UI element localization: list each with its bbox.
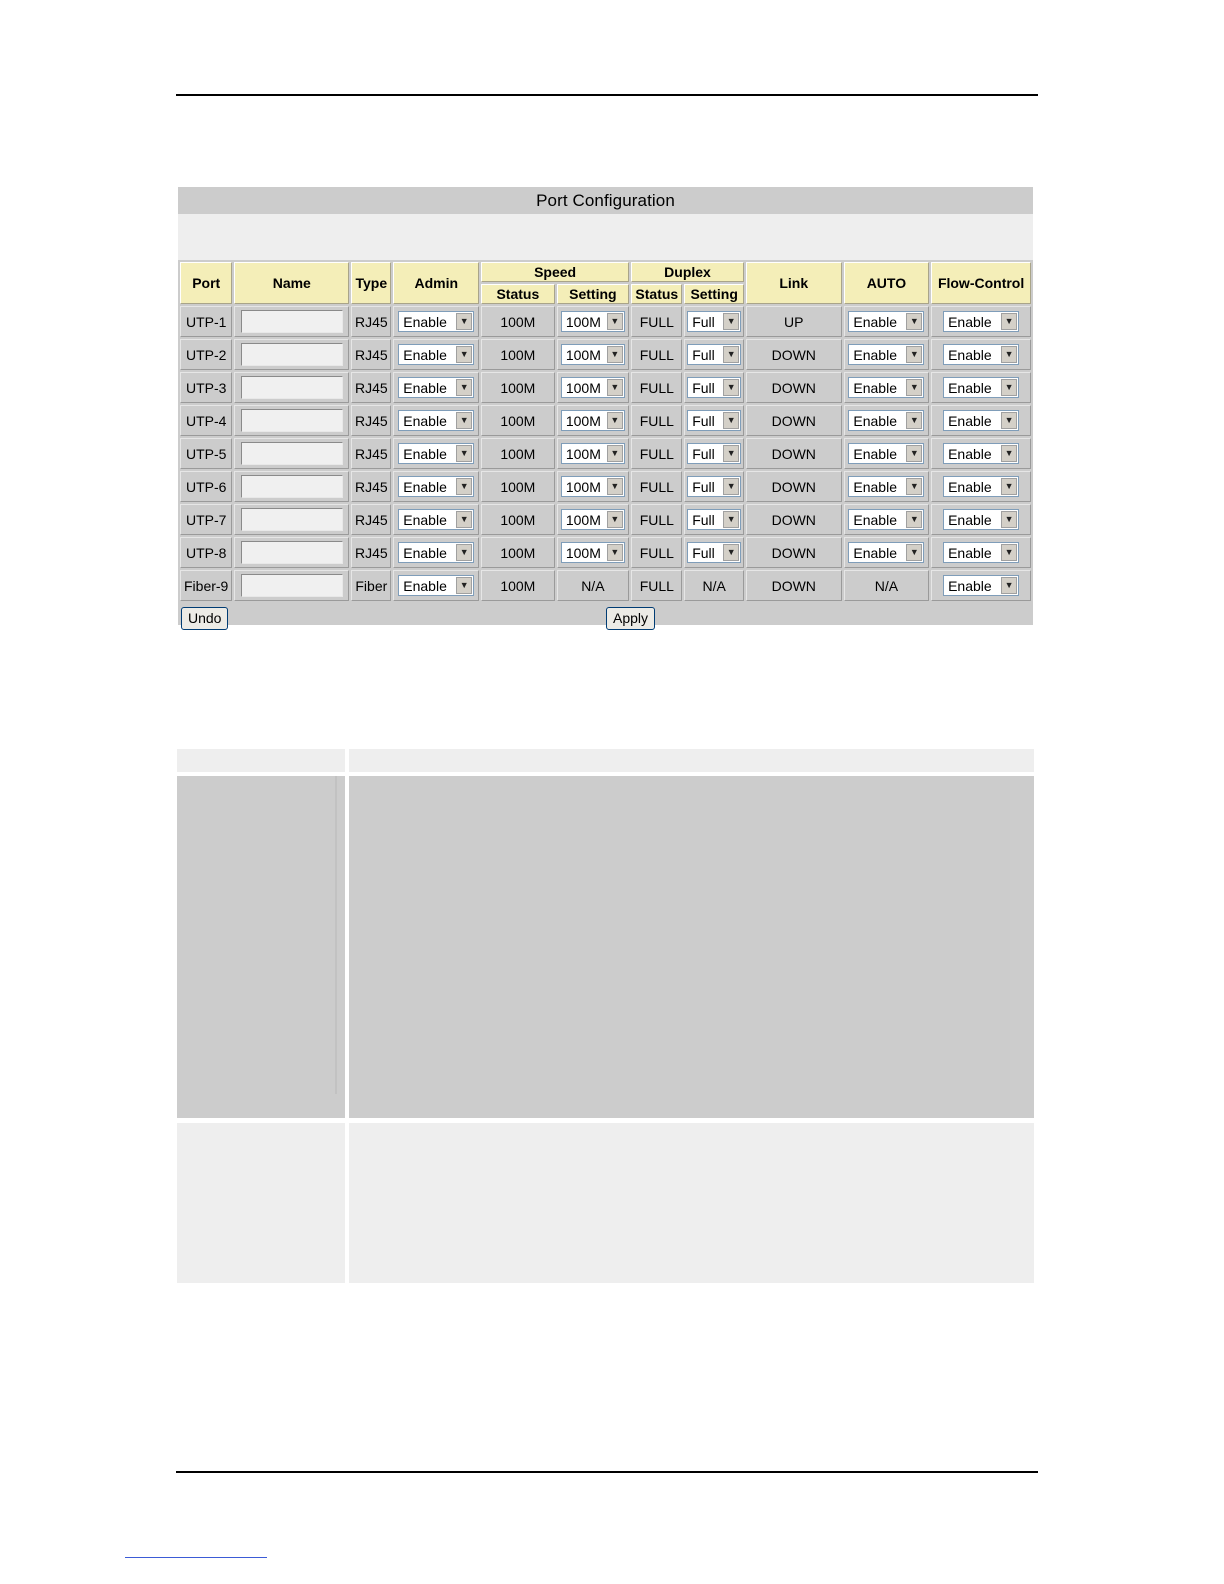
cell-link: DOWN xyxy=(746,570,842,601)
select-value: 100M xyxy=(565,346,601,363)
chevron-down-icon[interactable]: ▼ xyxy=(1001,511,1017,528)
auto-select[interactable] xyxy=(848,542,924,563)
table-row xyxy=(180,372,1031,403)
panel-band xyxy=(178,214,1033,260)
cell-name xyxy=(234,537,349,568)
description-cell-right-2 xyxy=(349,1123,1034,1283)
cell-link: DOWN xyxy=(746,372,842,403)
cell-admin xyxy=(393,339,479,370)
select-value: Enable xyxy=(403,445,447,462)
select-value: Enable xyxy=(948,511,992,528)
flow-select[interactable] xyxy=(943,377,1019,398)
select-value: Enable xyxy=(853,511,897,528)
cell-name xyxy=(234,570,349,601)
cell-flow xyxy=(931,405,1031,436)
chevron-down-icon[interactable]: ▼ xyxy=(723,511,739,528)
cell-speed-setting: N/A xyxy=(557,570,630,601)
admin-select[interactable] xyxy=(398,575,474,596)
cell-type: RJ45 xyxy=(351,471,391,502)
table-row xyxy=(180,537,1031,568)
cell-type: RJ45 xyxy=(351,537,391,568)
admin-select[interactable] xyxy=(398,542,474,563)
cell-auto xyxy=(844,504,930,535)
cell-duplex-setting xyxy=(684,339,743,370)
duplex-setting-select[interactable] xyxy=(687,377,741,398)
cell-name xyxy=(234,339,349,370)
cell-flow xyxy=(931,372,1031,403)
auto-select[interactable] xyxy=(848,410,924,431)
cell-flow xyxy=(931,570,1031,601)
select-value: Enable xyxy=(948,412,992,429)
flow-select[interactable] xyxy=(943,410,1019,431)
cell-speed-status: 100M xyxy=(481,537,555,568)
table-row xyxy=(180,438,1031,469)
chevron-down-icon[interactable]: ▼ xyxy=(1001,445,1017,462)
select-value: Full xyxy=(692,412,715,429)
cell-flow xyxy=(931,438,1031,469)
flow-select[interactable] xyxy=(943,509,1019,530)
select-value: Enable xyxy=(853,445,897,462)
select-value: Enable xyxy=(948,379,992,396)
port-table xyxy=(178,260,1033,603)
description-cell-left-2 xyxy=(177,1123,345,1283)
cell-auto xyxy=(844,438,930,469)
select-value: Enable xyxy=(853,412,897,429)
cell-admin xyxy=(393,405,479,436)
cell-duplex-setting xyxy=(684,372,743,403)
select-value: Enable xyxy=(403,577,447,594)
chevron-down-icon[interactable]: ▼ xyxy=(1001,544,1017,561)
chevron-down-icon[interactable]: ▼ xyxy=(456,478,472,495)
admin-select[interactable] xyxy=(398,311,474,332)
cell-duplex-setting: N/A xyxy=(684,570,743,601)
select-value: 100M xyxy=(565,313,601,330)
table-row xyxy=(180,471,1031,502)
cell-speed-setting xyxy=(557,537,630,568)
chevron-down-icon[interactable]: ▼ xyxy=(456,577,472,594)
select-value: Enable xyxy=(948,313,992,330)
select-value: Enable xyxy=(853,346,897,363)
chevron-down-icon[interactable]: ▼ xyxy=(906,445,922,462)
cell-duplex-status: FULL xyxy=(631,405,682,436)
table-row xyxy=(180,306,1031,337)
chevron-down-icon[interactable]: ▼ xyxy=(906,544,922,561)
select-value: Enable xyxy=(403,346,447,363)
cell-admin xyxy=(393,306,479,337)
duplex-setting-select[interactable] xyxy=(687,509,741,530)
select-value: Full xyxy=(692,511,715,528)
port-name-input[interactable] xyxy=(241,343,343,366)
chevron-down-icon[interactable]: ▼ xyxy=(906,379,922,396)
description-header-right xyxy=(349,749,1034,772)
speed-setting-select[interactable] xyxy=(561,377,625,398)
chevron-down-icon[interactable]: ▼ xyxy=(1001,313,1017,330)
undo-button[interactable]: Undo xyxy=(181,607,228,630)
speed-setting-select[interactable] xyxy=(561,542,625,563)
auto-select[interactable] xyxy=(848,476,924,497)
select-value: Full xyxy=(692,544,715,561)
cell-duplex-setting xyxy=(684,306,743,337)
cell-duplex-status: FULL xyxy=(631,504,682,535)
col-header-duplex: Duplex xyxy=(631,262,744,282)
select-value: Enable xyxy=(853,379,897,396)
cell-speed-status: 100M xyxy=(481,306,555,337)
speed-setting-select[interactable] xyxy=(561,443,625,464)
cell-speed-status: 100M xyxy=(481,372,555,403)
cell-flow xyxy=(931,504,1031,535)
select-value: Full xyxy=(692,313,715,330)
table-row xyxy=(180,405,1031,436)
select-value: Enable xyxy=(948,478,992,495)
cell-speed-setting xyxy=(557,471,630,502)
chevron-down-icon[interactable]: ▼ xyxy=(1001,379,1017,396)
cell-speed-status: 100M xyxy=(481,504,555,535)
col-header-type: Type xyxy=(351,262,391,304)
select-value: 100M xyxy=(565,445,601,462)
cell-speed-status: 100M xyxy=(481,438,555,469)
cell-admin xyxy=(393,471,479,502)
apply-button[interactable]: Apply xyxy=(606,607,655,630)
cell-port: Fiber-9 xyxy=(180,570,232,601)
panel-actions xyxy=(178,603,1033,639)
speed-setting-select[interactable] xyxy=(561,410,625,431)
cell-type: RJ45 xyxy=(351,438,391,469)
select-value: Enable xyxy=(853,313,897,330)
cell-speed-setting xyxy=(557,405,630,436)
speed-setting-select[interactable] xyxy=(561,311,625,332)
chevron-down-icon[interactable]: ▼ xyxy=(607,544,623,561)
chevron-down-icon[interactable]: ▼ xyxy=(607,445,623,462)
chevron-down-icon[interactable]: ▼ xyxy=(906,412,922,429)
select-value: Enable xyxy=(948,577,992,594)
chevron-down-icon[interactable]: ▼ xyxy=(607,346,623,363)
chevron-down-icon[interactable]: ▼ xyxy=(607,412,623,429)
chevron-down-icon[interactable]: ▼ xyxy=(1001,577,1017,594)
cell-link: DOWN xyxy=(746,471,842,502)
select-value: 100M xyxy=(565,478,601,495)
col-header-link: Link xyxy=(746,262,842,304)
chevron-down-icon[interactable]: ▼ xyxy=(906,346,922,363)
flow-select[interactable] xyxy=(943,542,1019,563)
duplex-setting-select[interactable] xyxy=(687,410,741,431)
port-configuration-panel xyxy=(178,187,1033,625)
cell-auto xyxy=(844,372,930,403)
cell-link: DOWN xyxy=(746,405,842,436)
col-header-port: Port xyxy=(180,262,232,304)
chevron-down-icon[interactable]: ▼ xyxy=(1001,346,1017,363)
cell-port: UTP-3 xyxy=(180,372,232,403)
footer-link-underline xyxy=(125,1557,267,1558)
duplex-setting-select[interactable] xyxy=(687,443,741,464)
port-name-input[interactable] xyxy=(241,574,343,597)
chevron-down-icon[interactable]: ▼ xyxy=(607,313,623,330)
cell-port: UTP-1 xyxy=(180,306,232,337)
cell-speed-status: 100M xyxy=(481,339,555,370)
description-header-left xyxy=(177,749,345,772)
table-row xyxy=(180,339,1031,370)
chevron-down-icon[interactable]: ▼ xyxy=(1001,412,1017,429)
select-value: Enable xyxy=(948,445,992,462)
col-header-name: Name xyxy=(234,262,349,304)
cell-duplex-setting xyxy=(684,438,743,469)
duplex-setting-select[interactable] xyxy=(687,542,741,563)
cell-auto xyxy=(844,306,930,337)
col-header-auto: AUTO xyxy=(844,262,930,304)
cell-type: RJ45 xyxy=(351,405,391,436)
col-header-speed-status: Status xyxy=(481,284,555,304)
select-value: 100M xyxy=(565,511,601,528)
select-value: Full xyxy=(692,478,715,495)
footer-rule xyxy=(176,1471,1038,1473)
cell-duplex-setting xyxy=(684,405,743,436)
cell-duplex-status: FULL xyxy=(631,339,682,370)
cell-admin xyxy=(393,438,479,469)
cell-name xyxy=(234,438,349,469)
admin-select[interactable] xyxy=(398,377,474,398)
select-value: 100M xyxy=(565,412,601,429)
cell-duplex-status: FULL xyxy=(631,372,682,403)
cell-duplex-status: FULL xyxy=(631,537,682,568)
cell-auto xyxy=(844,471,930,502)
cell-auto xyxy=(844,405,930,436)
chevron-down-icon[interactable]: ▼ xyxy=(456,313,472,330)
cell-flow xyxy=(931,339,1031,370)
chevron-down-icon[interactable]: ▼ xyxy=(607,511,623,528)
chevron-down-icon[interactable]: ▼ xyxy=(723,478,739,495)
select-value: Enable xyxy=(853,478,897,495)
select-value: Enable xyxy=(403,478,447,495)
cell-link: DOWN xyxy=(746,339,842,370)
chevron-down-icon[interactable]: ▼ xyxy=(723,379,739,396)
cell-name xyxy=(234,504,349,535)
auto-select[interactable] xyxy=(848,509,924,530)
chevron-down-icon[interactable]: ▼ xyxy=(906,313,922,330)
cell-duplex-status: FULL xyxy=(631,471,682,502)
cell-link: UP xyxy=(746,306,842,337)
cell-admin xyxy=(393,537,479,568)
admin-select[interactable] xyxy=(398,476,474,497)
cell-speed-status: 100M xyxy=(481,405,555,436)
select-value: Enable xyxy=(403,313,447,330)
cell-speed-setting xyxy=(557,438,630,469)
admin-select[interactable] xyxy=(398,509,474,530)
speed-setting-select[interactable] xyxy=(561,509,625,530)
select-value: Enable xyxy=(403,511,447,528)
port-name-input[interactable] xyxy=(241,409,343,432)
table-row xyxy=(180,504,1031,535)
col-header-duplex-setting: Setting xyxy=(684,284,743,304)
duplex-setting-select[interactable] xyxy=(687,344,741,365)
cell-name xyxy=(234,372,349,403)
auto-select[interactable] xyxy=(848,311,924,332)
chevron-down-icon[interactable]: ▼ xyxy=(456,412,472,429)
speed-setting-select[interactable] xyxy=(561,344,625,365)
auto-select[interactable] xyxy=(848,344,924,365)
panel-title: Port Configuration xyxy=(536,191,675,210)
flow-select[interactable] xyxy=(943,443,1019,464)
speed-setting-select[interactable] xyxy=(561,476,625,497)
flow-select[interactable] xyxy=(943,476,1019,497)
description-cell-left-1 xyxy=(177,776,345,1118)
admin-select[interactable] xyxy=(398,410,474,431)
col-header-speed: Speed xyxy=(481,262,629,282)
cell-duplex-setting xyxy=(684,537,743,568)
cell-port: UTP-5 xyxy=(180,438,232,469)
cell-duplex-status: FULL xyxy=(631,438,682,469)
cell-duplex-setting xyxy=(684,471,743,502)
col-header-admin: Admin xyxy=(393,262,479,304)
select-value: Full xyxy=(692,346,715,363)
port-name-input[interactable] xyxy=(241,541,343,564)
cell-auto: N/A xyxy=(844,570,930,601)
flow-select[interactable] xyxy=(943,344,1019,365)
chevron-down-icon[interactable]: ▼ xyxy=(456,544,472,561)
duplex-setting-select[interactable] xyxy=(687,311,741,332)
chevron-down-icon[interactable]: ▼ xyxy=(723,544,739,561)
cell-link: DOWN xyxy=(746,537,842,568)
select-value: Enable xyxy=(403,412,447,429)
cell-port: UTP-8 xyxy=(180,537,232,568)
chevron-down-icon[interactable]: ▼ xyxy=(906,511,922,528)
cell-admin xyxy=(393,570,479,601)
cell-admin xyxy=(393,372,479,403)
col-header-duplex-status: Status xyxy=(631,284,682,304)
port-name-input[interactable] xyxy=(241,475,343,498)
chevron-down-icon[interactable]: ▼ xyxy=(456,346,472,363)
cell-auto xyxy=(844,537,930,568)
chevron-down-icon[interactable]: ▼ xyxy=(723,346,739,363)
cell-duplex-status: FULL xyxy=(631,306,682,337)
select-value: Enable xyxy=(403,379,447,396)
cell-type: Fiber xyxy=(351,570,391,601)
cell-type: RJ45 xyxy=(351,306,391,337)
select-value: Enable xyxy=(948,544,992,561)
auto-select[interactable] xyxy=(848,443,924,464)
cell-port: UTP-7 xyxy=(180,504,232,535)
cell-speed-setting xyxy=(557,339,630,370)
select-value: 100M xyxy=(565,379,601,396)
select-value: Full xyxy=(692,379,715,396)
cell-flow xyxy=(931,537,1031,568)
flow-select[interactable] xyxy=(943,311,1019,332)
chevron-down-icon[interactable]: ▼ xyxy=(456,445,472,462)
cell-link: DOWN xyxy=(746,438,842,469)
cell-duplex-setting xyxy=(684,504,743,535)
cell-name xyxy=(234,405,349,436)
cell-type: RJ45 xyxy=(351,339,391,370)
flow-select[interactable] xyxy=(943,575,1019,596)
select-value: Full xyxy=(692,445,715,462)
description-cell-right-1 xyxy=(349,776,1034,1118)
cell-name xyxy=(234,306,349,337)
chevron-down-icon[interactable]: ▼ xyxy=(607,379,623,396)
col-header-speed-setting: Setting xyxy=(557,284,630,304)
admin-select[interactable] xyxy=(398,443,474,464)
chevron-down-icon[interactable]: ▼ xyxy=(723,313,739,330)
select-value: Enable xyxy=(853,544,897,561)
cell-speed-status: 100M xyxy=(481,471,555,502)
cell-type: RJ45 xyxy=(351,504,391,535)
select-value: 100M xyxy=(565,544,601,561)
cell-link: DOWN xyxy=(746,504,842,535)
chevron-down-icon[interactable]: ▼ xyxy=(456,511,472,528)
port-name-input[interactable] xyxy=(241,508,343,531)
chevron-down-icon[interactable]: ▼ xyxy=(723,445,739,462)
select-value: Enable xyxy=(403,544,447,561)
chevron-down-icon[interactable]: ▼ xyxy=(906,478,922,495)
col-header-flow-control: Flow-Control xyxy=(931,262,1031,304)
admin-select[interactable] xyxy=(398,344,474,365)
chevron-down-icon[interactable]: ▼ xyxy=(1001,478,1017,495)
cell-speed-setting xyxy=(557,372,630,403)
select-value: Enable xyxy=(948,346,992,363)
table-row xyxy=(180,570,1031,601)
cell-speed-status: 100M xyxy=(481,570,555,601)
cell-admin xyxy=(393,504,479,535)
cell-port: UTP-6 xyxy=(180,471,232,502)
cell-port: UTP-2 xyxy=(180,339,232,370)
cell-auto xyxy=(844,339,930,370)
cell-flow xyxy=(931,471,1031,502)
cell-type: RJ45 xyxy=(351,372,391,403)
auto-select[interactable] xyxy=(848,377,924,398)
chevron-down-icon[interactable]: ▼ xyxy=(607,478,623,495)
cell-name xyxy=(234,471,349,502)
cell-speed-setting xyxy=(557,504,630,535)
cell-duplex-status: FULL xyxy=(631,570,682,601)
chevron-down-icon[interactable]: ▼ xyxy=(723,412,739,429)
chevron-down-icon[interactable]: ▼ xyxy=(456,379,472,396)
duplex-setting-select[interactable] xyxy=(687,476,741,497)
port-name-input[interactable] xyxy=(241,310,343,333)
port-name-input[interactable] xyxy=(241,442,343,465)
port-name-input[interactable] xyxy=(241,376,343,399)
cell-speed-setting xyxy=(557,306,630,337)
cell-flow xyxy=(931,306,1031,337)
header-rule xyxy=(176,94,1038,96)
cell-port: UTP-4 xyxy=(180,405,232,436)
